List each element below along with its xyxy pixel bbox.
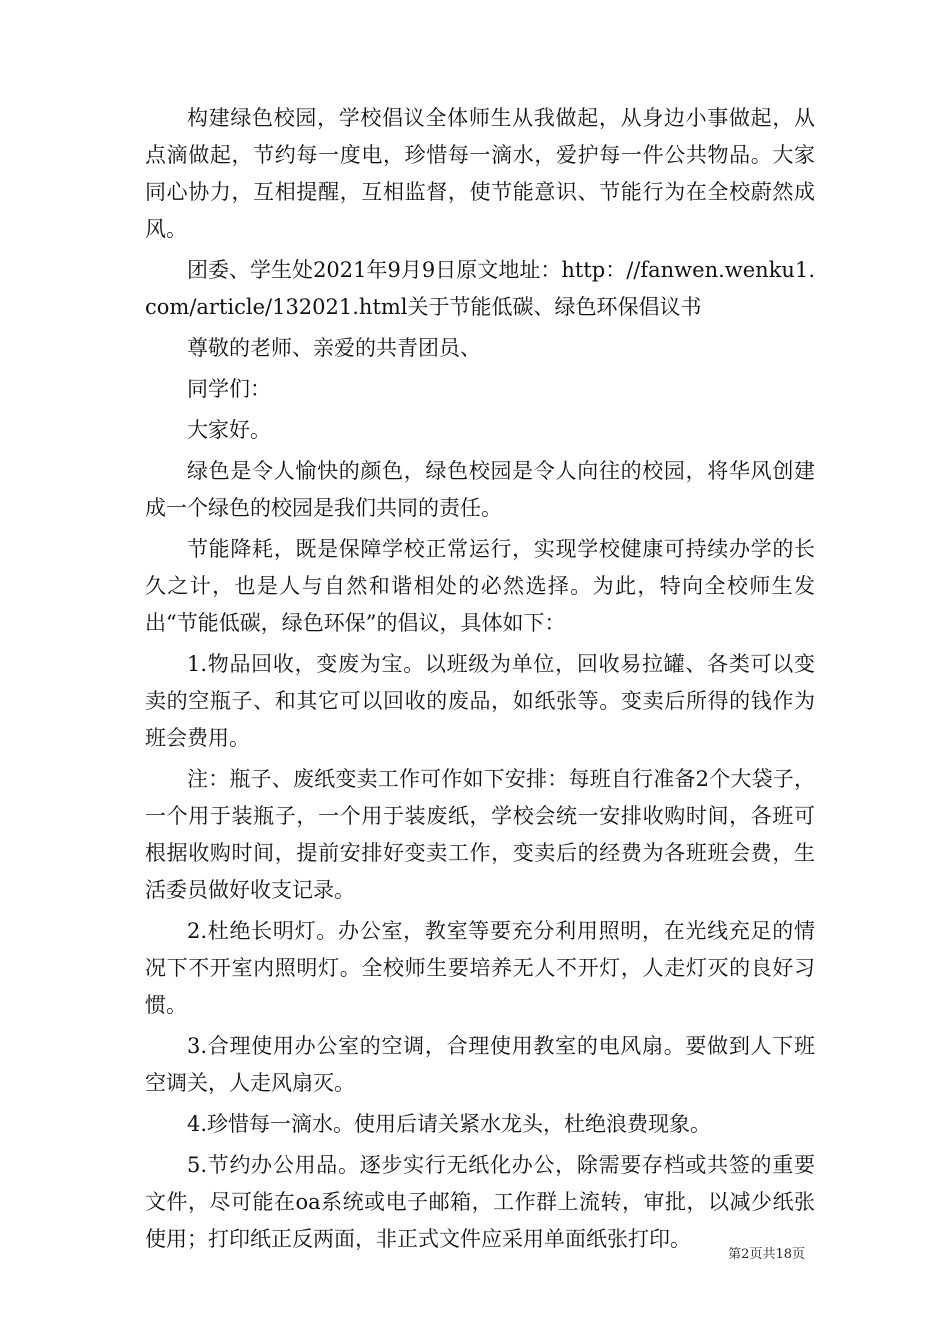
paragraph-energy: 节能降耗，既是保障学校正常运行，实现学校健康可持续办学的长久之计，也是人与自然和谐相处的必然选择。为此，特向全校师生发出“节能低碳，绿色环保”的倡议，具体如下： [145, 537, 815, 635]
page-number-footer: 第2页共18页 [728, 1247, 805, 1262]
paragraph-greeting: 大家好。 [187, 418, 271, 442]
paragraph-source: 团委、学生处2021年9月9日原文地址：http：//fanwen.wenku1.com/article/132021.html关于节能低碳、绿色环保倡议书 [145, 258, 815, 319]
paragraph-note: 注：瓶子、废纸变卖工作可作如下安排：每班自行准备2个大袋子，一个用于装瓶子，一个用于装废纸，学校会统一安排收购时间，各班可根据收购时间，提前安排好变卖工作，变卖后的经费为各班班会费，生活委员做好收支记录。 [145, 767, 815, 902]
paragraph-intro: 构建绿色校园，学校倡议全体师生从我做起，从身边小事做起，从点滴做起，节约每一度电，珍惜每一滴水，爱护每一件公共物品。大家同心协力，互相提醒，互相监督，使节能意识、节能行为在全校蔚然成风。 [145, 106, 815, 241]
paragraph-item-2: 2.杜绝长明灯。办公室，教室等要充分利用照明，在光线充足的情况下不开室内照明灯。全校师生要培养无人不开灯，人走灯灭的良好习惯。 [145, 919, 815, 1017]
paragraph-item-4: 4.珍惜每一滴水。使用后请关紧水龙头，杜绝浪费现象。 [187, 1112, 712, 1136]
paragraph-salutation: 尊敬的老师、亲爱的共青团员、 [187, 336, 481, 360]
paragraph-item-5: 5.节约办公用品。逐步实行无纸化办公，除需要存档或共签的重要文件，尽可能在oa系统或电子邮箱，工作群上流转，审批，以减少纸张使用；打印纸正反两面，非正式文件应采用单面纸张打印。 [145, 1153, 815, 1251]
document-body [145, 100, 815, 1262]
paragraph-item-1: 1.物品回收，变废为宝。以班级为单位，回收易拉罐、各类可以变卖的空瓶子、和其它可以回收的废品，如纸张等。变卖后所得的钱作为班会费用。 [145, 652, 815, 750]
paragraph-students: 同学们： [187, 377, 271, 401]
paragraph-item-3: 3.合理使用办公室的空调，合理使用教室的电风扇。要做到人下班空调关，人走风扇灭。 [145, 1034, 815, 1095]
paragraph-green: 绿色是令人愉快的颜色，绿色校园是令人向往的校园，将华风创建成一个绿色的校园是我们共同的责任。 [145, 459, 815, 520]
